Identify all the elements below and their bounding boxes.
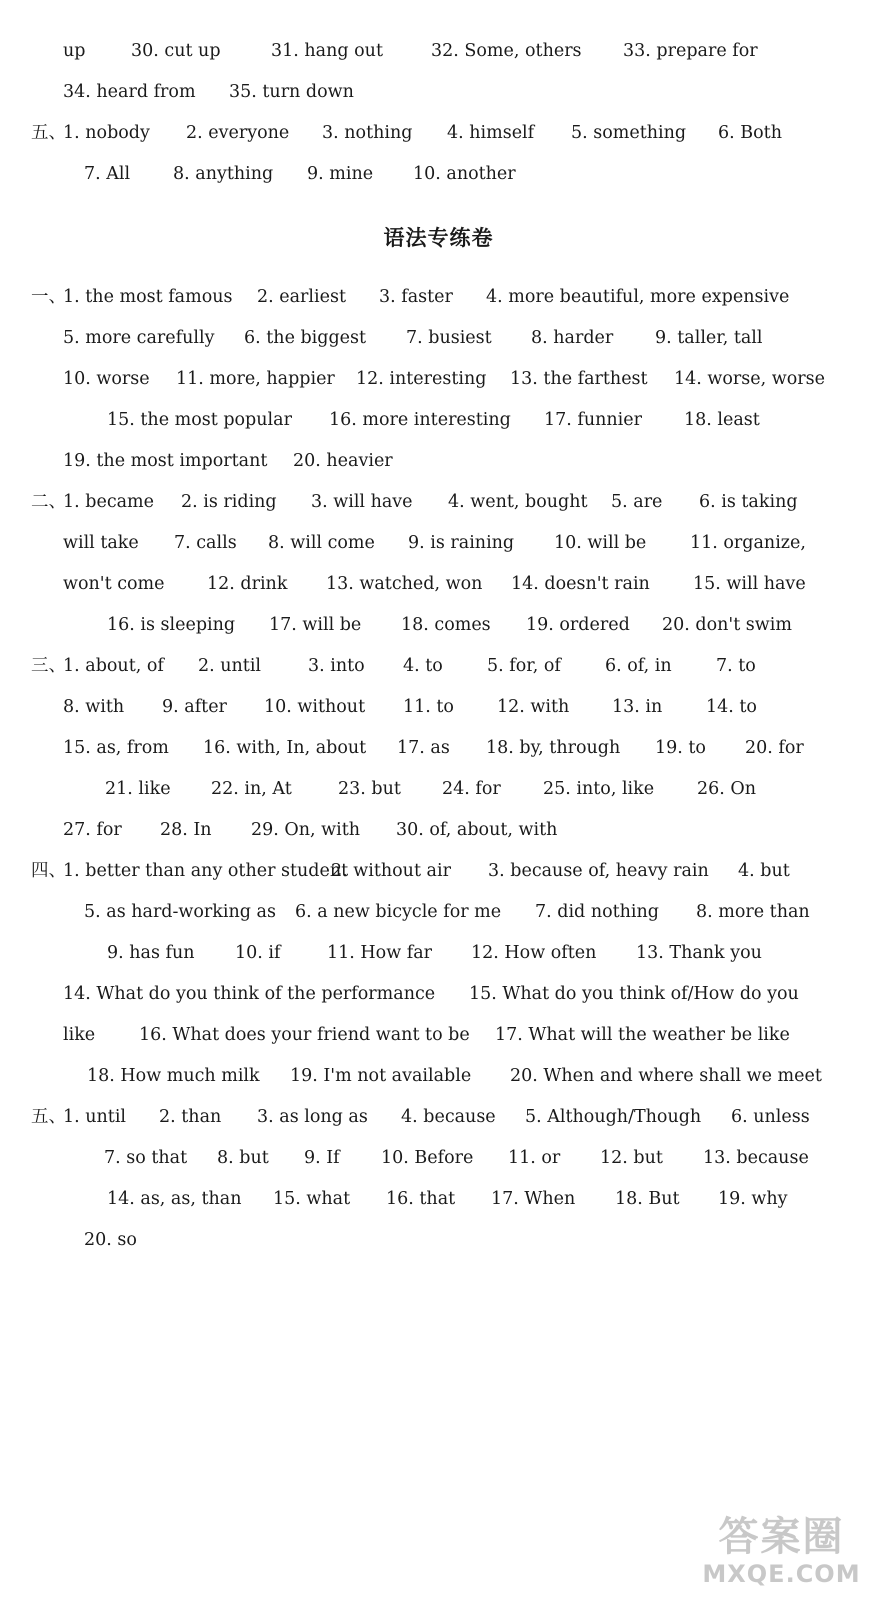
answer-item: 12. but: [600, 1148, 663, 1168]
answer-item: 4. to: [403, 656, 443, 676]
answer-item: 7. busiest: [406, 328, 492, 348]
answer-item: 2. is riding: [181, 492, 277, 512]
answer-item: 4. but: [738, 861, 790, 881]
section-marker: 四、: [31, 861, 66, 881]
page-title: 语法专练卷: [383, 226, 494, 250]
answer-item: 17. What will the weather be like: [495, 1025, 790, 1045]
answer-item: 13. Thank you: [636, 943, 762, 963]
answer-item: 14. worse, worse: [674, 369, 825, 389]
answer-item: 9. mine: [307, 164, 374, 184]
answer-item: 5. are: [611, 492, 663, 512]
answer-item: 1. became: [63, 492, 155, 512]
answer-item: 10. worse: [63, 369, 150, 389]
answer-item: 7. did nothing: [535, 902, 660, 922]
answer-item: 13. in: [612, 697, 663, 717]
answer-item: 18. least: [684, 410, 760, 430]
answer-item: 6. of, in: [605, 656, 672, 676]
answer-item: 8. with: [63, 697, 125, 717]
answer-item: 2. than: [159, 1107, 222, 1127]
answer-item: 15. What do you think of/How do you: [469, 984, 799, 1004]
answer-item: 28. In: [160, 820, 212, 840]
section-marker: 二、: [31, 492, 66, 512]
answer-item: 7. so that: [104, 1148, 188, 1168]
section-marker: 五、: [31, 1107, 66, 1127]
answer-item: 11. or: [508, 1148, 561, 1168]
answer-item: 6. the biggest: [244, 328, 367, 348]
answer-item: 16. that: [386, 1189, 456, 1209]
answer-item: 11. to: [403, 697, 454, 717]
answer-item: 19. I'm not available: [290, 1066, 472, 1086]
answer-item: 5. more carefully: [63, 328, 215, 348]
answer-item: 11. How far: [327, 943, 433, 963]
answer-item: 4. went, bought: [448, 492, 588, 512]
section-marker: 五、: [31, 123, 66, 143]
answer-item: 3. faster: [379, 287, 453, 307]
answer-item: won't come: [63, 574, 165, 594]
watermark-logo: [694, 1514, 869, 1594]
answer-item: 20. so: [84, 1230, 137, 1250]
answer-item: 19. why: [718, 1189, 788, 1209]
answer-item: 15. as, from: [63, 738, 169, 758]
answer-item: 3. because of, heavy rain: [488, 861, 709, 881]
answer-item: 10. another: [413, 164, 516, 184]
answer-item: 14. doesn't rain: [511, 574, 650, 594]
answer-item: 4. because: [401, 1107, 496, 1127]
answer-item: 5. something: [571, 123, 687, 143]
answer-item: 1. nobody: [63, 123, 150, 143]
answer-item: 2. without air: [331, 861, 451, 881]
answer-item: 8. will come: [268, 533, 375, 553]
answer-item: 13. watched, won: [326, 574, 483, 594]
answer-item: 34. heard from: [63, 82, 196, 102]
answer-item: up: [63, 41, 86, 61]
answer-item: 25. into, like: [543, 779, 655, 799]
answer-item: 30. cut up: [131, 41, 221, 61]
answer-item: 2. until: [198, 656, 262, 676]
answer-item: 8. but: [217, 1148, 269, 1168]
answer-item: 5. as hard-working as: [84, 902, 276, 922]
answer-item: 23. but: [338, 779, 401, 799]
answer-item: 30. of, about, with: [396, 820, 558, 840]
answer-item: 14. What do you think of the performance: [63, 984, 436, 1004]
answer-item: 26. On: [697, 779, 757, 799]
answer-item: 18. by, through: [486, 738, 621, 758]
answer-item: 9. taller, tall: [655, 328, 763, 348]
answer-item: 29. On, with: [251, 820, 361, 840]
answer-item: 11. organize,: [690, 533, 806, 553]
answer-item: 7. All: [84, 164, 131, 184]
answer-item: 7. to: [716, 656, 756, 676]
answer-item: 10. if: [235, 943, 281, 963]
answer-item: 15. what: [273, 1189, 351, 1209]
answer-item: 19. to: [655, 738, 706, 758]
answer-item: 35. turn down: [229, 82, 354, 102]
answer-item: 33. prepare for: [623, 41, 758, 61]
answer-item: 9. If: [304, 1148, 340, 1168]
answer-item: 13. the farthest: [510, 369, 648, 389]
answer-item: 21. like: [105, 779, 171, 799]
answer-item: 19. ordered: [526, 615, 630, 635]
answer-item: 8. more than: [696, 902, 810, 922]
answer-item: 3. as long as: [257, 1107, 368, 1127]
answer-item: 6. unless: [731, 1107, 810, 1127]
answer-item: 14. to: [706, 697, 757, 717]
answer-item: 9. after: [162, 697, 227, 717]
answer-item: 13. because: [703, 1148, 809, 1168]
answer-item: 18. comes: [401, 615, 491, 635]
answer-item: 9. is raining: [408, 533, 515, 553]
answer-item: 5. for, of: [487, 656, 561, 676]
answer-item: 3. into: [308, 656, 365, 676]
answer-item: 9. has fun: [107, 943, 195, 963]
answer-item: 15. will have: [693, 574, 806, 594]
answer-item: 32. Some, others: [431, 41, 582, 61]
answer-item: 10. Before: [381, 1148, 474, 1168]
answer-item: 19. the most important: [63, 451, 268, 471]
answer-item: 1. about, of: [63, 656, 164, 676]
answer-item: 12. drink: [207, 574, 288, 594]
answer-item: 1. the most famous: [63, 287, 233, 307]
section-marker: 一、: [31, 287, 66, 307]
answer-item: 12. with: [497, 697, 570, 717]
answer-item: 3. will have: [311, 492, 413, 512]
answer-item: 8. anything: [173, 164, 274, 184]
answer-item: will take: [63, 533, 139, 553]
watermark-logo-mark: 答案圈: [718, 1514, 845, 1560]
answer-item: 1. better than any other student: [63, 861, 349, 881]
answer-item: 10. will be: [554, 533, 647, 553]
answer-item: 12. interesting: [356, 369, 487, 389]
answer-item: 6. a new bicycle for me: [295, 902, 502, 922]
answer-item: 7. calls: [174, 533, 237, 553]
answer-item: 18. But: [615, 1189, 680, 1209]
answer-item: 2. earliest: [257, 287, 346, 307]
answer-item: 16. more interesting: [329, 410, 511, 430]
answer-item: 20. heavier: [293, 451, 393, 471]
answer-item: 24. for: [442, 779, 501, 799]
answer-item: 20. for: [745, 738, 804, 758]
section-marker: 三、: [31, 656, 66, 676]
answer-item: 6. is taking: [699, 492, 798, 512]
answer-item: 14. as, as, than: [107, 1189, 242, 1209]
answer-item: 18. How much milk: [87, 1066, 260, 1086]
answer-item: 3. nothing: [322, 123, 413, 143]
answer-item: 31. hang out: [271, 41, 383, 61]
answer-item: 6. Both: [718, 123, 782, 143]
answer-item: 16. What does your friend want to be: [139, 1025, 470, 1045]
answer-item: 10. without: [264, 697, 366, 717]
answer-item: 4. himself: [447, 123, 535, 143]
watermark-logo-url: MXQE.COM: [702, 1560, 861, 1588]
answer-item: 2. everyone: [186, 123, 290, 143]
answer-item: like: [63, 1025, 96, 1045]
answer-item: 17. as: [397, 738, 450, 758]
answer-item: 15. the most popular: [107, 410, 292, 430]
answer-item: 27. for: [63, 820, 122, 840]
answer-item: 20. When and where shall we meet: [510, 1066, 822, 1086]
answer-item: 20. don't swim: [662, 615, 792, 635]
answer-item: 12. How often: [471, 943, 597, 963]
answer-item: 11. more, happier: [176, 369, 335, 389]
answer-item: 22. in, At: [211, 779, 292, 799]
answer-item: 5. Although/Though: [525, 1107, 702, 1127]
answer-item: 1. until: [63, 1107, 127, 1127]
answer-item: 17. When: [491, 1189, 576, 1209]
answer-item: 8. harder: [531, 328, 614, 348]
answer-item: 16. with, In, about: [203, 738, 367, 758]
answer-item: 17. will be: [269, 615, 362, 635]
answer-item: 16. is sleeping: [107, 615, 236, 635]
answer-item: 17. funnier: [544, 410, 643, 430]
answer-item: 4. more beautiful, more expensive: [486, 287, 790, 307]
